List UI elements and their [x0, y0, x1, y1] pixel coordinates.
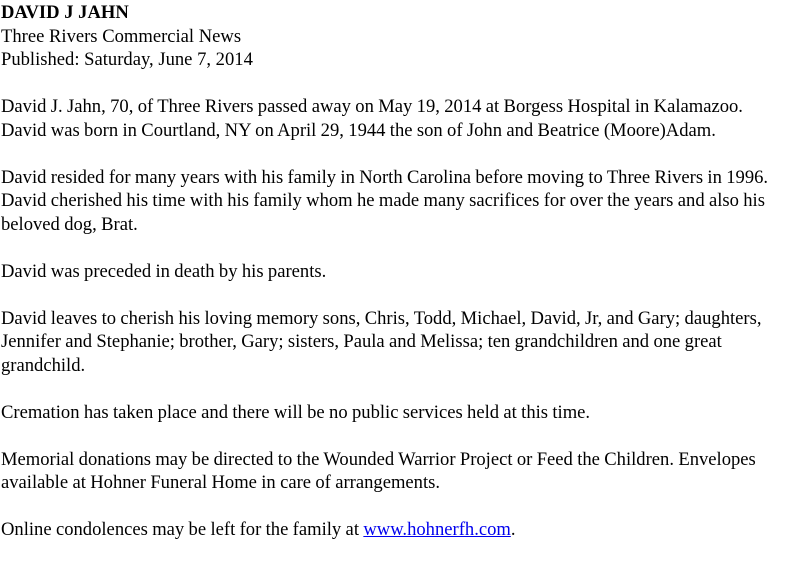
obituary-header: [1, 1, 791, 72]
paragraph-survivors: David leaves to cherish his loving memory sons, Chris, Todd, Michael, David, Jr, and Gary; daughters, Jennifer and Stephanie; brother, Gary; sisters, Paula and Melissa; ten grandchildren and one great grandchild.: [1, 307, 762, 376]
paragraph-residence: David resided for many years with his family in North Carolina before moving to Three Rivers in 1996. David cherished his time with his family whom he made many sacrifices for over the years and also his beloved dog, Brat.: [1, 166, 769, 235]
paragraph-condolences: [1, 518, 791, 542]
publication-name: Three Rivers Commercial News: [1, 25, 242, 47]
condolences-period: .: [510, 519, 516, 540]
funeral-home-link[interactable]: www.hohnerfh.com: [363, 519, 511, 540]
paragraph-services: Cremation has taken place and there will be no public services held at this time.: [1, 401, 591, 423]
paragraph-preceded: David was preceded in death by his parents.: [1, 260, 327, 282]
published-date: Published: Saturday, June 7, 2014: [1, 49, 253, 70]
paragraph-memorial: Memorial donations may be directed to the Wounded Warrior Project or Feed the Children. Envelopes available at Hohner Funeral Home in care of arrangements.: [1, 448, 756, 493]
deceased-name: DAVID J JAHN: [1, 2, 129, 23]
paragraph-death-notice: David J. Jahn, 70, of Three Rivers passed away on May 19, 2014 at Borgess Hospital in Kalamazoo. David was born in Courtland, NY on April 29, 1944 the son of John and Beatrice (Moore)Adam.: [1, 96, 743, 141]
condolences-text: Online condolences may be left for the family at: [1, 519, 364, 540]
